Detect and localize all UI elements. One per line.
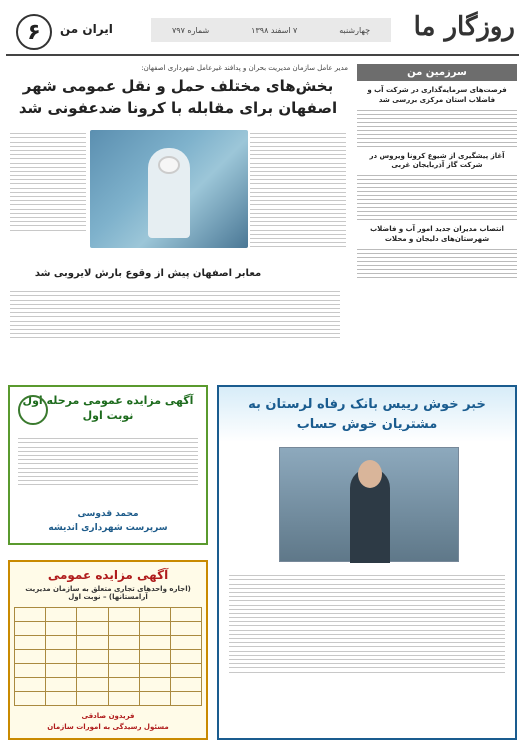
bank-ad — [217, 385, 517, 740]
auction-ad-1-signature — [10, 508, 206, 535]
signature-role: سرپرست شهرداری اندیشه — [48, 522, 168, 533]
sidebar-item-2-body — [357, 175, 517, 220]
bank-ad-header — [219, 387, 515, 442]
auction-ad-2-title: آگهی مزایده عمومی — [47, 568, 169, 582]
issue-day: چهارشنبه — [339, 25, 371, 35]
issue-date: ۷ اسفند ۱۳۹۸ — [251, 25, 298, 35]
signature-name: محمد قدوسی — [77, 509, 139, 519]
auction-ad-2-signature — [10, 711, 206, 732]
article-headline: بخش‌های مختلف حمل و نقل عمومی شهر اصفهان برای مقابله با کرونا ضدعفونی شد — [18, 77, 338, 117]
auction-ad-1-title: آگهی مزایده عمومی مرحله اول نوبت اول — [22, 394, 194, 423]
municipality-logo-icon — [18, 395, 48, 425]
auction-ad-2 — [8, 560, 208, 740]
sidebar-item-1-body — [357, 110, 517, 147]
page-number: ۶ — [16, 14, 52, 50]
main-article — [8, 64, 348, 120]
sidebar-item-1-title: فرصت‌های سرمایه‌گذاری در شرکت آب و فاضلاب استان مرکزی بررسی شد — [367, 86, 507, 104]
masthead — [6, 12, 519, 56]
article-kicker: مدیر عامل سازمان مدیریت بحران و پدافند غیرعامل شهرداری اصفهان: — [141, 64, 348, 72]
sidebar-header: سرزمین من — [357, 64, 517, 81]
sidebar-item-3-body — [357, 249, 517, 278]
photo-head — [358, 460, 382, 488]
issue-number: شماره ۷۹۷ — [171, 25, 210, 35]
sub-article-body — [10, 288, 340, 341]
article-column-2 — [10, 130, 86, 234]
sidebar-item-2-title: آغاز پیشگیری از شیوع کرونا ویروس در شرکت گاز آذربایجان غربی — [369, 151, 505, 170]
article-column-1 — [250, 130, 346, 250]
bank-ad-title: خبر خوش رییس بانک رفاه لرستان به مشتریان خوش حساب — [248, 397, 486, 432]
signature-role: مسئول رسیدگی به امورات سازمان — [47, 722, 169, 731]
bank-ad-photo — [279, 447, 459, 562]
newspaper-logo: روزگار ما — [413, 12, 515, 42]
article-photo — [90, 130, 248, 248]
sub-article-headline: معابر اصفهان پیش از وقوع بارش لایروبی شد — [34, 268, 262, 279]
bank-ad-body — [229, 572, 505, 676]
auction-ad-1-body — [18, 435, 198, 488]
auction-ad-1 — [8, 385, 208, 545]
auction-ad-2-subtitle: (اجاره واحدهای تجاری متعلق به سازمان مدیریت آرامستانها) – نوبت اول — [25, 585, 191, 601]
photo-mask — [158, 156, 180, 174]
auction-table — [14, 607, 202, 706]
section-name: ایران من — [60, 22, 113, 36]
issue-bar — [151, 18, 391, 42]
sidebar-column — [357, 64, 517, 364]
signature-name: فریدون صادقی — [81, 712, 135, 720]
sidebar-item-3-title: انتصاب مدیران جدید امور آب و فاضلاب شهرستان‌های دلیجان و محلات — [370, 225, 504, 243]
